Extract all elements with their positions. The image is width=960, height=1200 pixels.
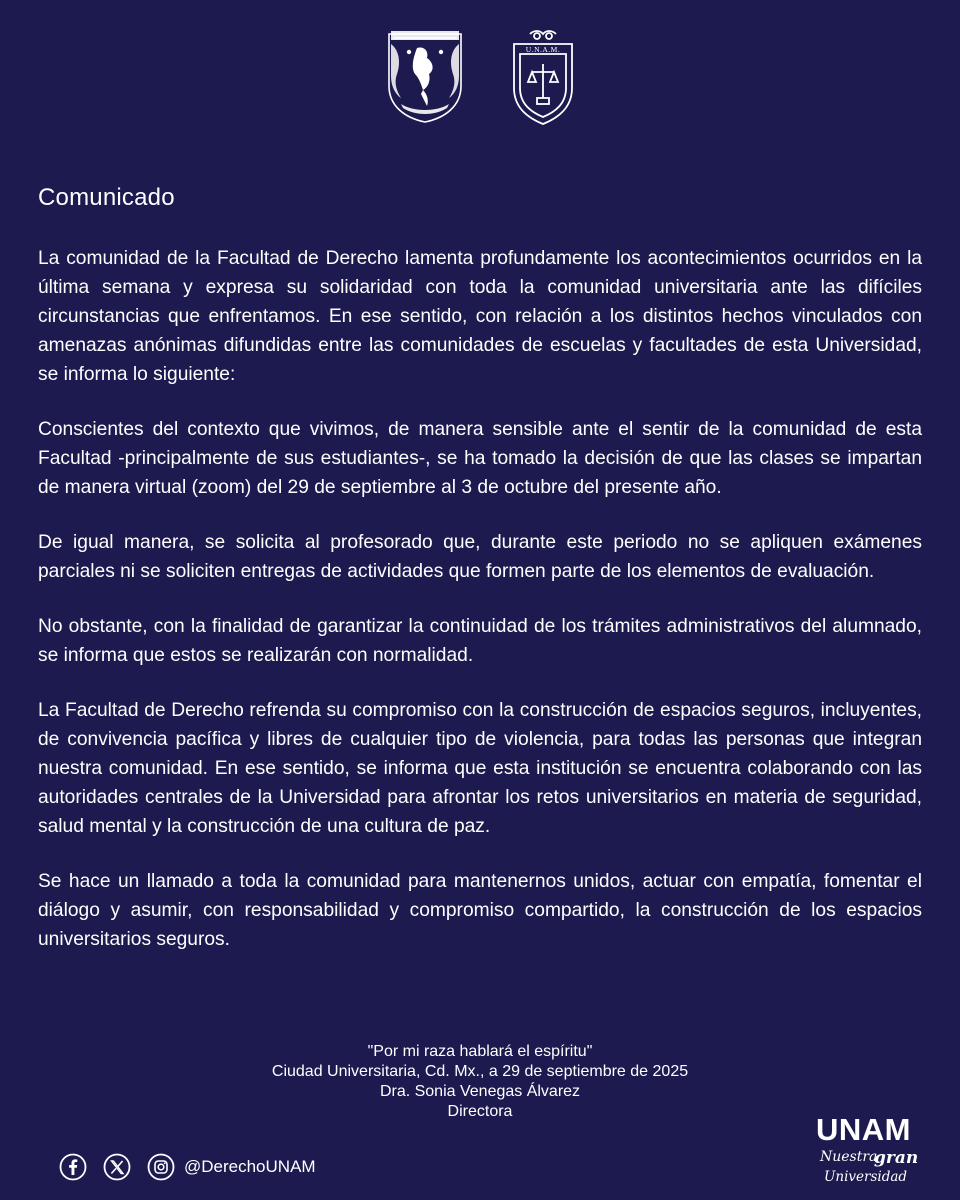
tagline-word-1: Nuestra bbox=[820, 1149, 878, 1165]
tagline-word-2: gran bbox=[874, 1148, 919, 1168]
paragraph: Conscientes del contexto que vivimos, de manera sensible ante el sentir de la comunidad de esta Facultad -principalmente de sus estudiantes-, se ha tomado la decisión de que las clases se impartan de manera virtual (zoom) del 29 de septiembre al 3 de octubre del presente año. bbox=[38, 419, 922, 498]
social-handle[interactable]: @DerechoUNAM bbox=[184, 1157, 316, 1176]
header-emblems bbox=[0, 24, 960, 130]
paragraph: De igual manera, se solicita al profesorado que, durante este periodo no se apliquen exámenes parciales ni se soliciten entregas de actividades que formen parte de los elementos de evaluación. bbox=[38, 532, 922, 582]
unam-brand-logo bbox=[812, 1114, 924, 1184]
tagline-lettering bbox=[816, 1147, 928, 1187]
paragraph: La Facultad de Derecho refrenda su compromiso con la construcción de espacios seguros, incluyentes, de convivencia pacífica y libres de cualquier tipo de violencia, para todas las personas que integran nuestra comunidad. En ese sentido, se informa que esta institución se encuentra colaborando con las autoridades centrales de la Universidad para afrontar los retos universitarios en materia de seguridad, salud mental y la construcción de una cultura de paz. bbox=[38, 700, 922, 837]
brand-wordmark: UNAM bbox=[816, 1112, 911, 1147]
social-links bbox=[58, 1151, 316, 1183]
paragraph: No obstante, con la finalidad de garantizar la continuidad de los trámites administrativos del alumnado, se informa que estos se realizarán con normalidad. bbox=[38, 616, 922, 666]
facultad-de-derecho-shield-icon bbox=[508, 28, 578, 126]
facebook-icon[interactable] bbox=[58, 1152, 88, 1182]
signatory-role: Directora bbox=[447, 1103, 513, 1120]
instagram-icon[interactable] bbox=[146, 1152, 176, 1182]
tagline-word-3: Universidad bbox=[824, 1169, 908, 1185]
paragraph: La comunidad de la Facultad de Derecho lamenta profundamente los acontecimientos ocurridos en la última semana y expresa su solidaridad con toda la comunidad universitaria ante las difíciles circunstancias que enfrentamos. En ese sentido, con relación a los distintos hechos vinculados con amenazas anónimas difundidas entre las comunidades de escuelas y facultades de esta Universidad, se informa lo siguiente: bbox=[38, 248, 922, 385]
document-title: Comunicado bbox=[38, 184, 175, 211]
signatory-name: Dra. Sonia Venegas Álvarez bbox=[379, 1083, 581, 1100]
signature-block bbox=[0, 1042, 960, 1122]
unam-coat-of-arms-icon bbox=[383, 28, 467, 124]
motto: "Por mi raza hablará el espíritu" bbox=[367, 1043, 593, 1060]
x-icon[interactable] bbox=[102, 1152, 132, 1182]
communique-body bbox=[38, 244, 922, 980]
place-date: Ciudad Universitaria, Cd. Mx., a 29 de septiembre de 2025 bbox=[271, 1063, 689, 1080]
paragraph: Se hace un llamado a toda la comunidad para mantenernos unidos, actuar con empatía, fomentar el diálogo y asumir, con responsabilidad y compromiso compartido, la construcción de los espacios universitarios seguros. bbox=[38, 871, 922, 950]
svg-text:U.N.A.M.: U.N.A.M. bbox=[525, 45, 561, 54]
